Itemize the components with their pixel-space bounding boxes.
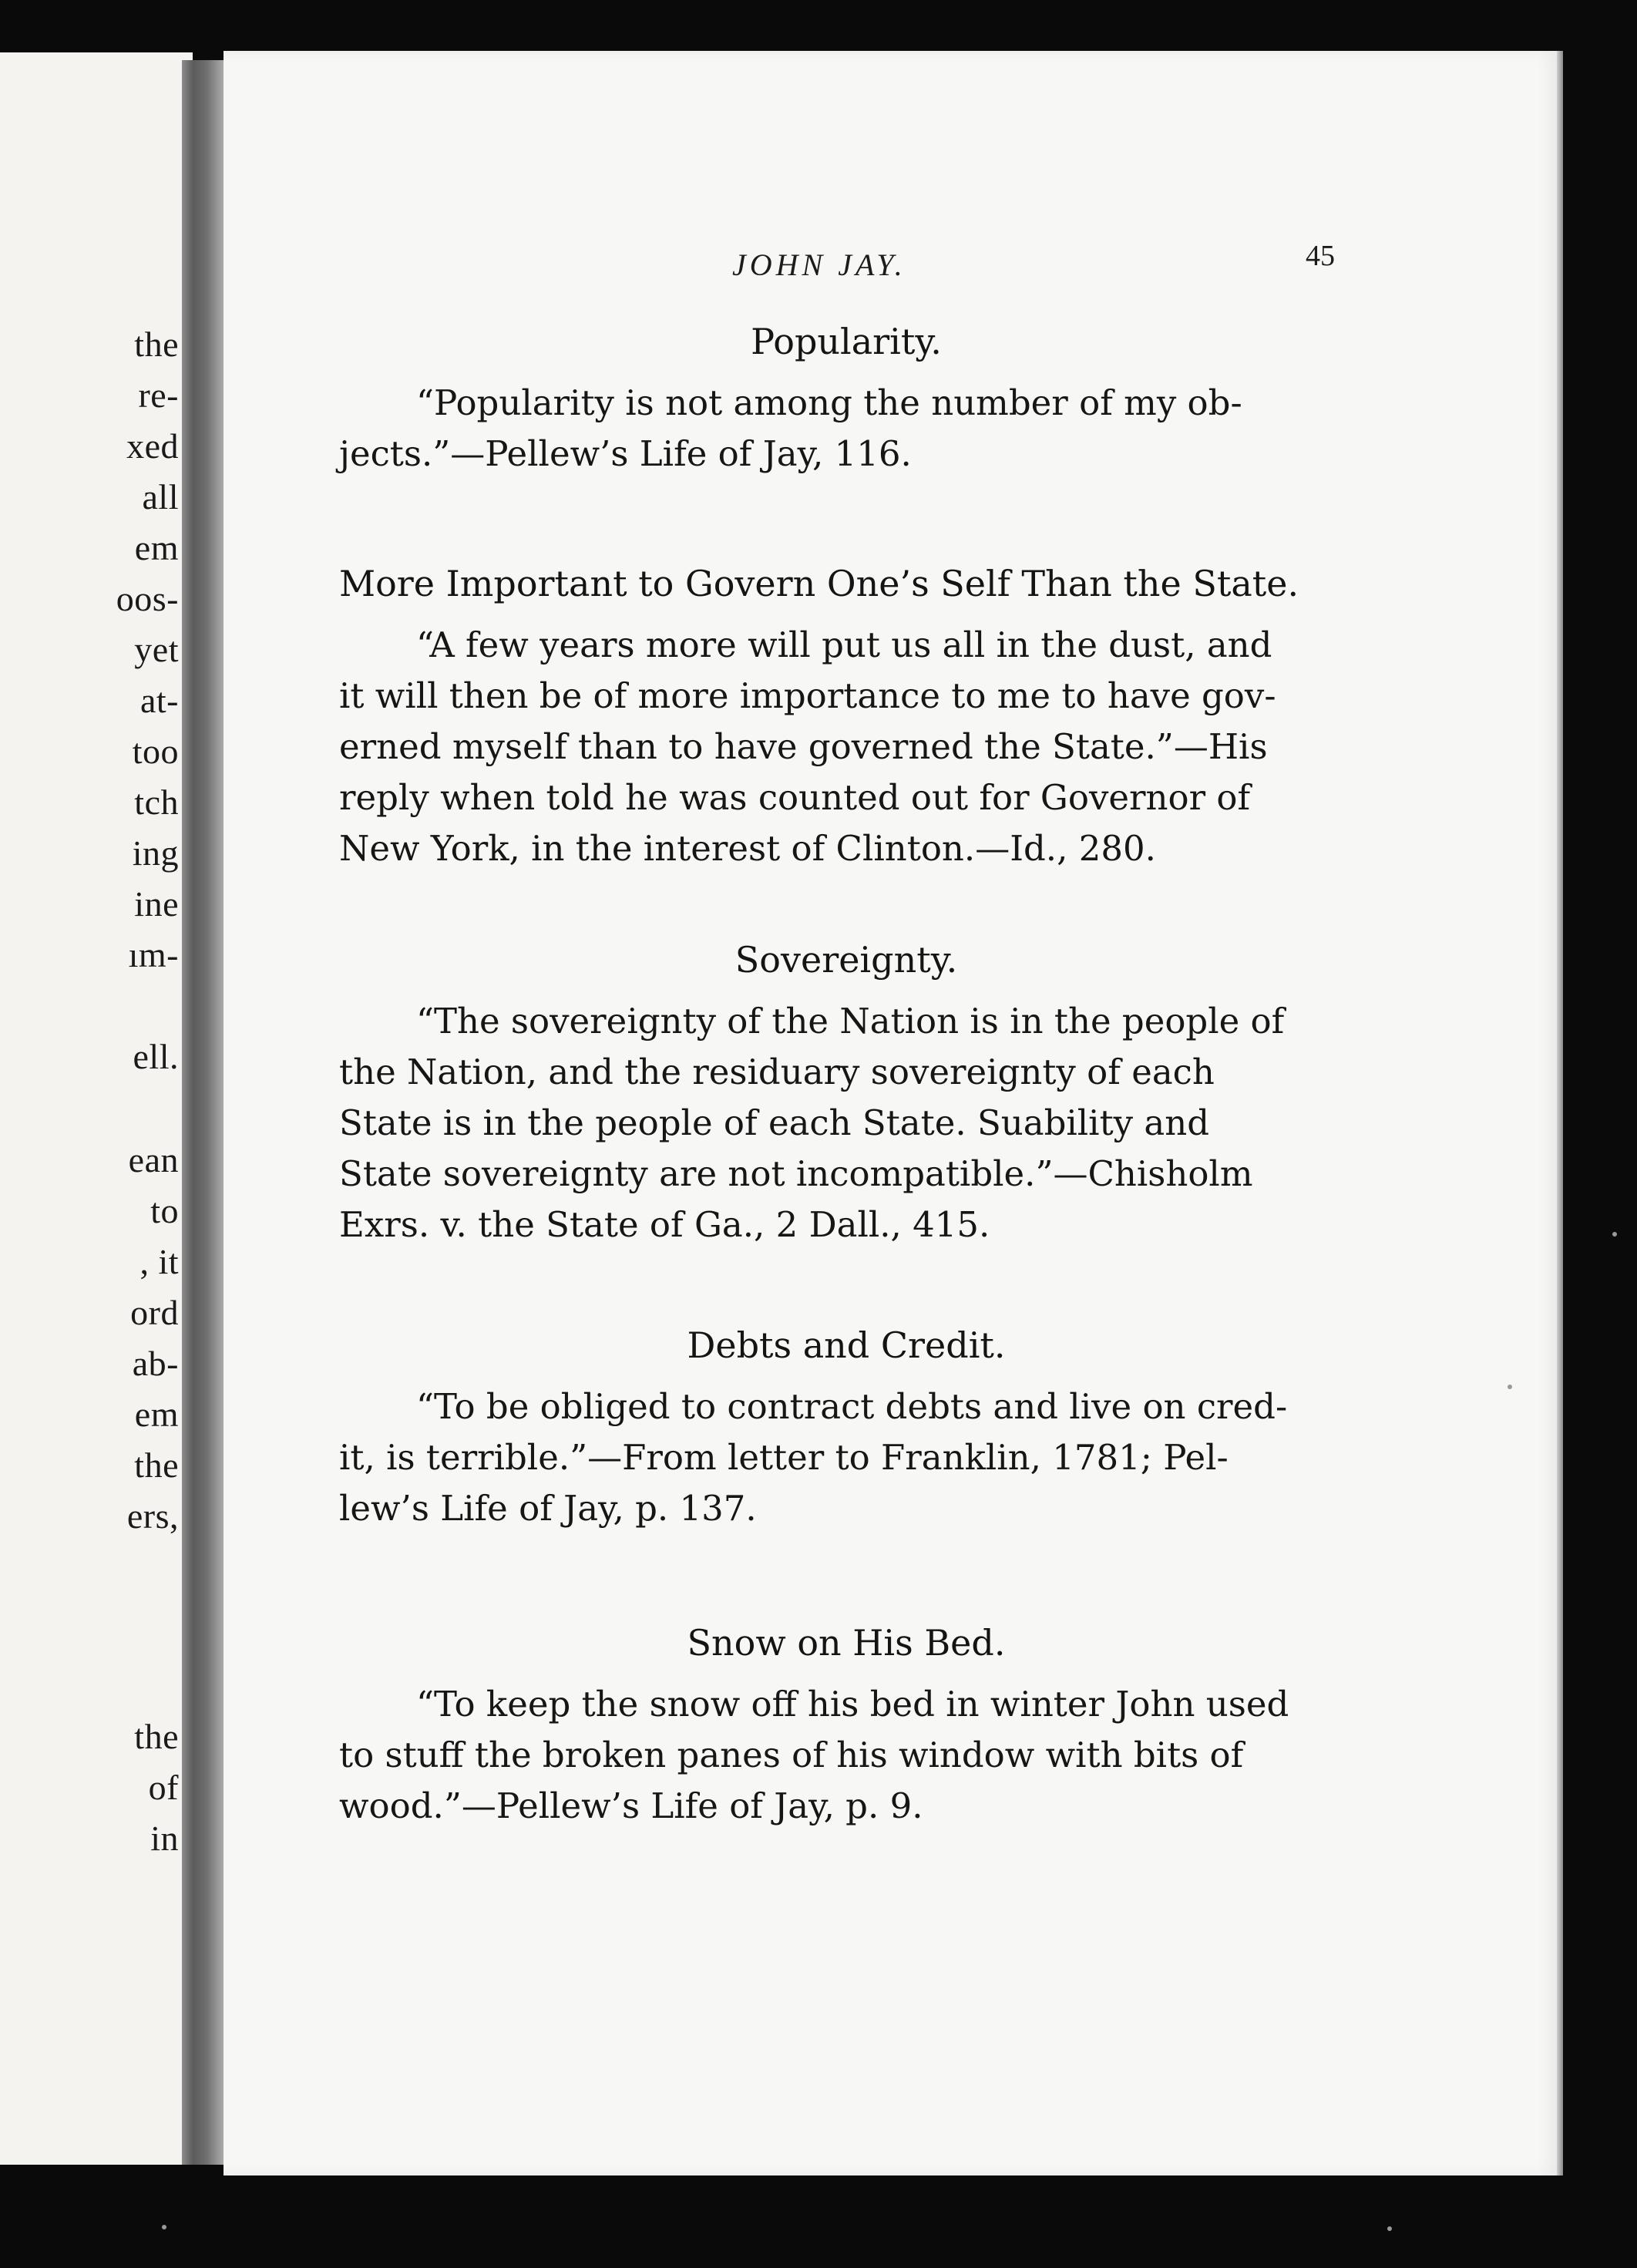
text-line: “A few years more will put us all in the dust, and	[416, 624, 1272, 665]
book-gutter-shadow	[182, 60, 227, 2165]
facing-page-line: the	[134, 1717, 179, 1756]
text-line: lew’s Life of Jay, p. 137.	[339, 1488, 757, 1529]
facing-page-line: em	[134, 528, 179, 567]
facing-page-line: ord	[130, 1293, 179, 1332]
text-line: “Popularity is not among the number of my ob-	[416, 382, 1242, 423]
facing-page-line: ing	[132, 833, 179, 873]
entry-sovereignty	[339, 934, 1353, 1250]
entry-heading: Snow on His Bed.	[687, 1622, 1006, 1664]
facing-page-line: xed	[126, 426, 179, 466]
page-edge	[1557, 51, 1563, 2175]
entry-debts-credit	[339, 1320, 1353, 1534]
entry-popularity	[339, 316, 1353, 480]
facing-page-line: , it	[139, 1242, 179, 1281]
facing-page-line: ım-	[128, 935, 179, 974]
facing-page-line: all	[142, 477, 179, 517]
text-line: reply when told he was counted out for Governor of	[339, 777, 1251, 818]
facing-page-line: at-	[139, 681, 179, 720]
facing-page-line: of	[148, 1768, 179, 1807]
entry-text	[339, 1679, 1353, 1832]
text-line: it will then be of more importance to me to have gov-	[339, 675, 1276, 716]
entry-snow-bed	[339, 1617, 1353, 1832]
entry-text	[339, 620, 1353, 874]
facing-page-line: oos-	[116, 579, 179, 618]
entry-heading: Sovereignty.	[734, 939, 958, 981]
text-line: “To be obliged to contract debts and live on cred-	[416, 1386, 1288, 1427]
text-line: the Nation, and the residuary sovereignty of each	[339, 1052, 1215, 1092]
facing-page-line: ell.	[133, 1037, 179, 1076]
text-line: jects.”—Pellew’s Life of Jay, 116.	[339, 433, 912, 474]
entry-text	[339, 1381, 1353, 1534]
text-line: New York, in the interest of Clinton.—Id., 280.	[339, 828, 1156, 869]
facing-page-fragment	[0, 52, 193, 2165]
entry-text	[339, 378, 1353, 480]
text-line: wood.”—Pellew’s Life of Jay, p. 9.	[339, 1785, 923, 1826]
text-line: State is in the people of each State. Suability and	[339, 1102, 1209, 1143]
running-title: JOHN JAY.	[732, 247, 906, 282]
text-line: Exrs. v. the State of Ga., 2 Dall., 415.	[339, 1204, 990, 1245]
text-line: to stuff the broken panes of his window with bits of	[339, 1735, 1244, 1775]
scan-speck	[1612, 1232, 1617, 1237]
entry-heading: Popularity.	[751, 321, 942, 362]
entry-heading: More Important to Govern One’s Self Than the State.	[339, 563, 1299, 604]
facing-page-line: tch	[134, 782, 179, 822]
entry-text	[339, 996, 1353, 1250]
entry-heading: Debts and Credit.	[687, 1324, 1006, 1366]
scan-speck	[1508, 1385, 1512, 1389]
facing-page-line: in	[150, 1819, 179, 1858]
text-line: “The sovereignty of the Nation is in the people of	[416, 1001, 1285, 1041]
page-number: 45	[1306, 240, 1335, 272]
facing-page-line: ine	[134, 884, 179, 924]
facing-page-line: ers,	[126, 1496, 179, 1536]
facing-page-line: the	[134, 1445, 179, 1485]
facing-page-line: yet	[134, 630, 179, 669]
text-line: “To keep the snow off his bed in winter John used	[416, 1684, 1289, 1725]
facing-page-line: em	[134, 1395, 179, 1434]
facing-page-line: ab-	[132, 1344, 179, 1383]
text-line: erned myself than to have governed the State.”—His	[339, 726, 1268, 767]
entry-govern-self	[339, 558, 1353, 874]
scan-speck	[162, 2225, 166, 2229]
facing-page-line: re-	[138, 375, 179, 415]
facing-page-line: too	[132, 732, 179, 771]
facing-page-line: ean	[128, 1140, 179, 1179]
text-line: State sovereignty are not incompatible.”—Chisholm	[339, 1153, 1253, 1194]
text-line: it, is terrible.”—From letter to Franklin, 1781; Pel-	[339, 1437, 1229, 1478]
facing-page-line: the	[134, 325, 179, 364]
scan-speck	[1387, 2226, 1392, 2231]
facing-page-line: to	[150, 1191, 179, 1230]
